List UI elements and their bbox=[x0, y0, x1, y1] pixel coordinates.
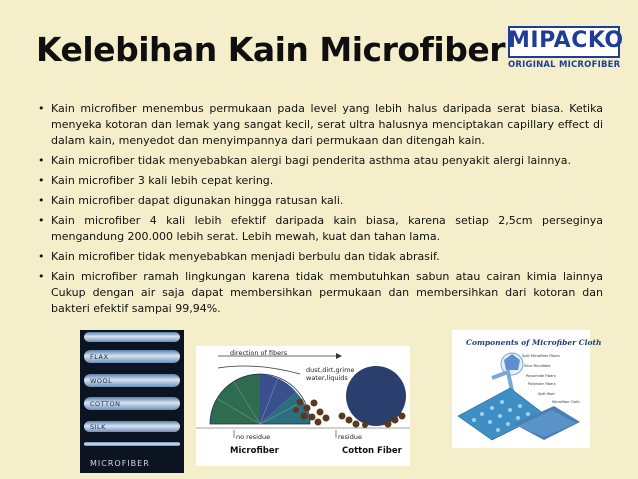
fiber-label: SILK bbox=[90, 423, 106, 431]
bullet-list bbox=[38, 101, 603, 321]
slide-title: Kelebihan Kain Microfiber bbox=[36, 30, 505, 69]
bullet-item: • Kain microfiber menembus permukaan pada level yang lebih halus daripada serat biasa. Ketika menyeka kotoran dan lemak yang sangat kecil, serat ultra halusnya menciptakan capillary effect di dalam kain, menyedot dan menyimpannya dari permukaan dan ditengah kain. bbox=[38, 101, 603, 149]
bullet-item: • Kain microfiber dapat digunakan hingga ratusan kali. bbox=[38, 193, 603, 209]
no-residue-label: no residue bbox=[236, 433, 271, 441]
fiber-strand bbox=[84, 442, 180, 446]
microfiber-components-image bbox=[452, 330, 602, 448]
component-note: Polyester Fibers bbox=[528, 382, 556, 386]
component-note: Split fiber bbox=[538, 392, 555, 396]
bullet-item: • Kain microfiber 4 kali lebih efektif daripada kain biasa, karena setiap 2,5cm perseginya mengandung 200.000 lebih serat. Lebih mewah, kuat dan tahan lama. bbox=[38, 213, 603, 245]
component-note: Split Microfiber Fibers bbox=[522, 354, 560, 358]
fiber-strand bbox=[84, 332, 180, 342]
direction-label: direction of fibers bbox=[230, 349, 288, 357]
bullet-item: • Kain microfiber tidak menyebabkan alergi bagi penderita asthma atau penyakit alergi lainnya. bbox=[38, 153, 603, 169]
fiber-comparison-image bbox=[80, 330, 184, 473]
fiber-caption: MICROFIBER bbox=[90, 459, 150, 468]
bullet-item: • Kain microfiber ramah lingkungan karena tidak membutuhkan sabun atau cairan kimia lainnya Cukup dengan air saja dapat membersihkan permukaan dan membersihkan dari kotoran dan bakteri efektif sampai 99,94%. bbox=[38, 269, 603, 317]
arrow-head bbox=[336, 353, 342, 359]
logo-tagline: ORIGINAL MICROFIBER bbox=[508, 60, 621, 70]
bullet-item: • Kain microfiber 3 kali lebih cepat kering. bbox=[38, 173, 603, 189]
cotton-fiber-label: Cotton Fiber bbox=[342, 446, 402, 456]
microfiber-vs-cotton-image bbox=[196, 346, 410, 466]
logo-name: MIPACKO bbox=[508, 28, 624, 53]
components-title: Components of Microfiber Cloth bbox=[466, 338, 602, 347]
microfiber-label: Microfiber bbox=[230, 446, 279, 456]
component-note: Slice Microfiber bbox=[524, 364, 551, 368]
dust-label: dust,dirt,grime water,liquids bbox=[306, 366, 355, 382]
fiber-label: COTTON bbox=[90, 400, 121, 408]
residue-label: residue bbox=[338, 433, 362, 441]
microfiber-fan bbox=[210, 374, 310, 424]
fiber-label: FLAX bbox=[90, 353, 109, 361]
component-note: Polyamide Fibers bbox=[526, 374, 556, 378]
component-note: Microfiber Cloth bbox=[552, 400, 580, 404]
mipacko-logo bbox=[508, 26, 624, 74]
components-illustration bbox=[452, 330, 590, 448]
fiber-label: WOOL bbox=[90, 377, 113, 385]
bullet-item: • Kain microfiber tidak menyebabkan menjadi berbulu dan tidak abrasif. bbox=[38, 249, 603, 265]
cotton-fiber-circle bbox=[346, 366, 406, 426]
curve-arrow bbox=[218, 366, 300, 374]
